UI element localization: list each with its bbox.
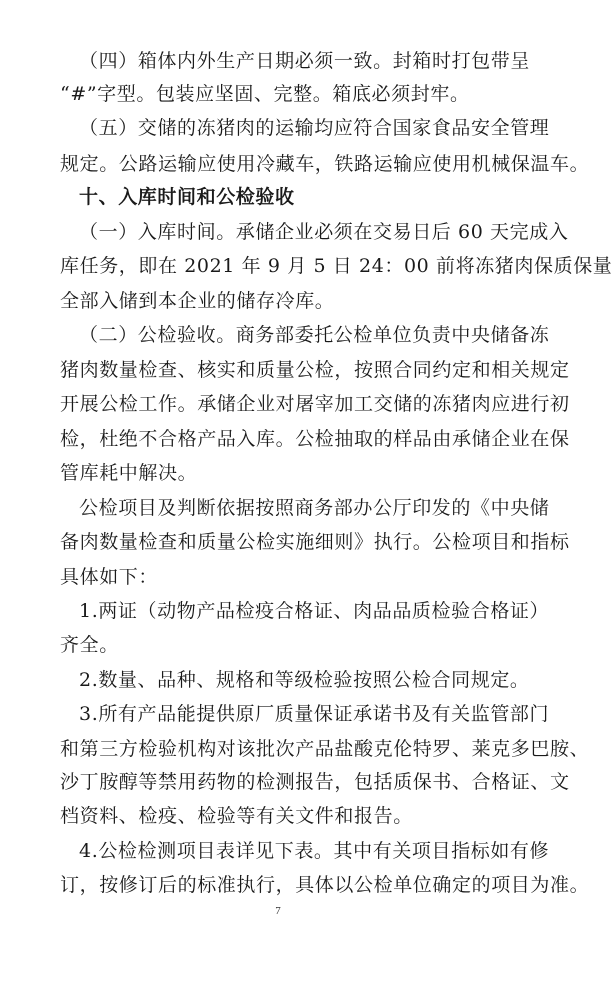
paragraph-five-line-1: （五）交储的冻猪肉的运输均应符合国家食品安全管理 [79, 117, 550, 139]
paragraph-items-line-2: 备肉数量检查和质量公检实施细则》执行。公检项目和指标 [60, 531, 570, 553]
item-3-line-4: 档资料、检疫、检验等有关文件和报告。 [60, 805, 413, 827]
item-3-line-3: 沙丁胺醇等禁用药物的检测报告，包括质保书、合格证、文 [60, 771, 570, 793]
item-1-line-1: 1.两证（动物产品检疫合格证、肉品品质检验合格证） [79, 600, 550, 622]
item-1-line-2: 齐全。 [60, 634, 119, 656]
paragraph-entry-time-line-2: 库任务，即在 2021 年 9 月 5 日 24：00 前将冻猪肉保质保量 [60, 255, 612, 277]
paragraph-inspection-line-5: 管库耗中解决。 [60, 462, 198, 484]
paragraph-entry-time-line-3: 全部入储到本企业的储存冷库。 [60, 290, 335, 312]
item-4-line-2: 订，按修订后的标准执行，具体以公检单位确定的项目为准。 [60, 874, 590, 896]
paragraph-five-line-2: 规定。公路运输应使用冷藏车，铁路运输应使用机械保温车。 [60, 153, 590, 175]
paragraph-entry-time-line-1: （一）入库时间。承储企业必须在交易日后 60 天完成入 [79, 221, 569, 243]
item-2-line-1: 2.数量、品种、规格和等级检验按照公检合同规定。 [79, 669, 530, 691]
item-4-line-1: 4.公检检测项目表详见下表。其中有关项目指标如有修 [79, 840, 550, 862]
page-number: 7 [275, 905, 281, 917]
item-3-line-2: 和第三方检验机构对该批次产品盐酸克伦特罗、莱克多巴胺、 [60, 738, 590, 760]
paragraph-four-line-2: “#”字型。包装应坚固、完整。箱底必须封牢。 [60, 83, 470, 105]
paragraph-four-line-1: （四）箱体内外生产日期必须一致。封箱时打包带呈 [79, 50, 530, 72]
paragraph-items-line-3: 具体如下： [60, 566, 159, 588]
paragraph-inspection-line-3: 开展公检工作。承储企业对屠宰加工交储的冻猪肉应进行初 [60, 393, 570, 415]
paragraph-items-line-1: 公检项目及判断依据按照商务部办公厅印发的《中央储 [79, 497, 550, 519]
paragraph-inspection-line-4: 检，杜绝不合格产品入库。公检抽取的样品由承储企业在保 [60, 428, 570, 450]
paragraph-inspection-line-2: 猪肉数量检查、核实和质量公检，按照合同约定和相关规定 [60, 359, 570, 381]
item-3-line-1: 3.所有产品能提供原厂质量保证承诺书及有关监管部门 [79, 703, 550, 725]
paragraph-inspection-line-1: （二）公检验收。商务部委托公检单位负责中央储备冻 [79, 324, 550, 346]
section-heading: 十、入库时间和公检验收 [79, 186, 295, 208]
